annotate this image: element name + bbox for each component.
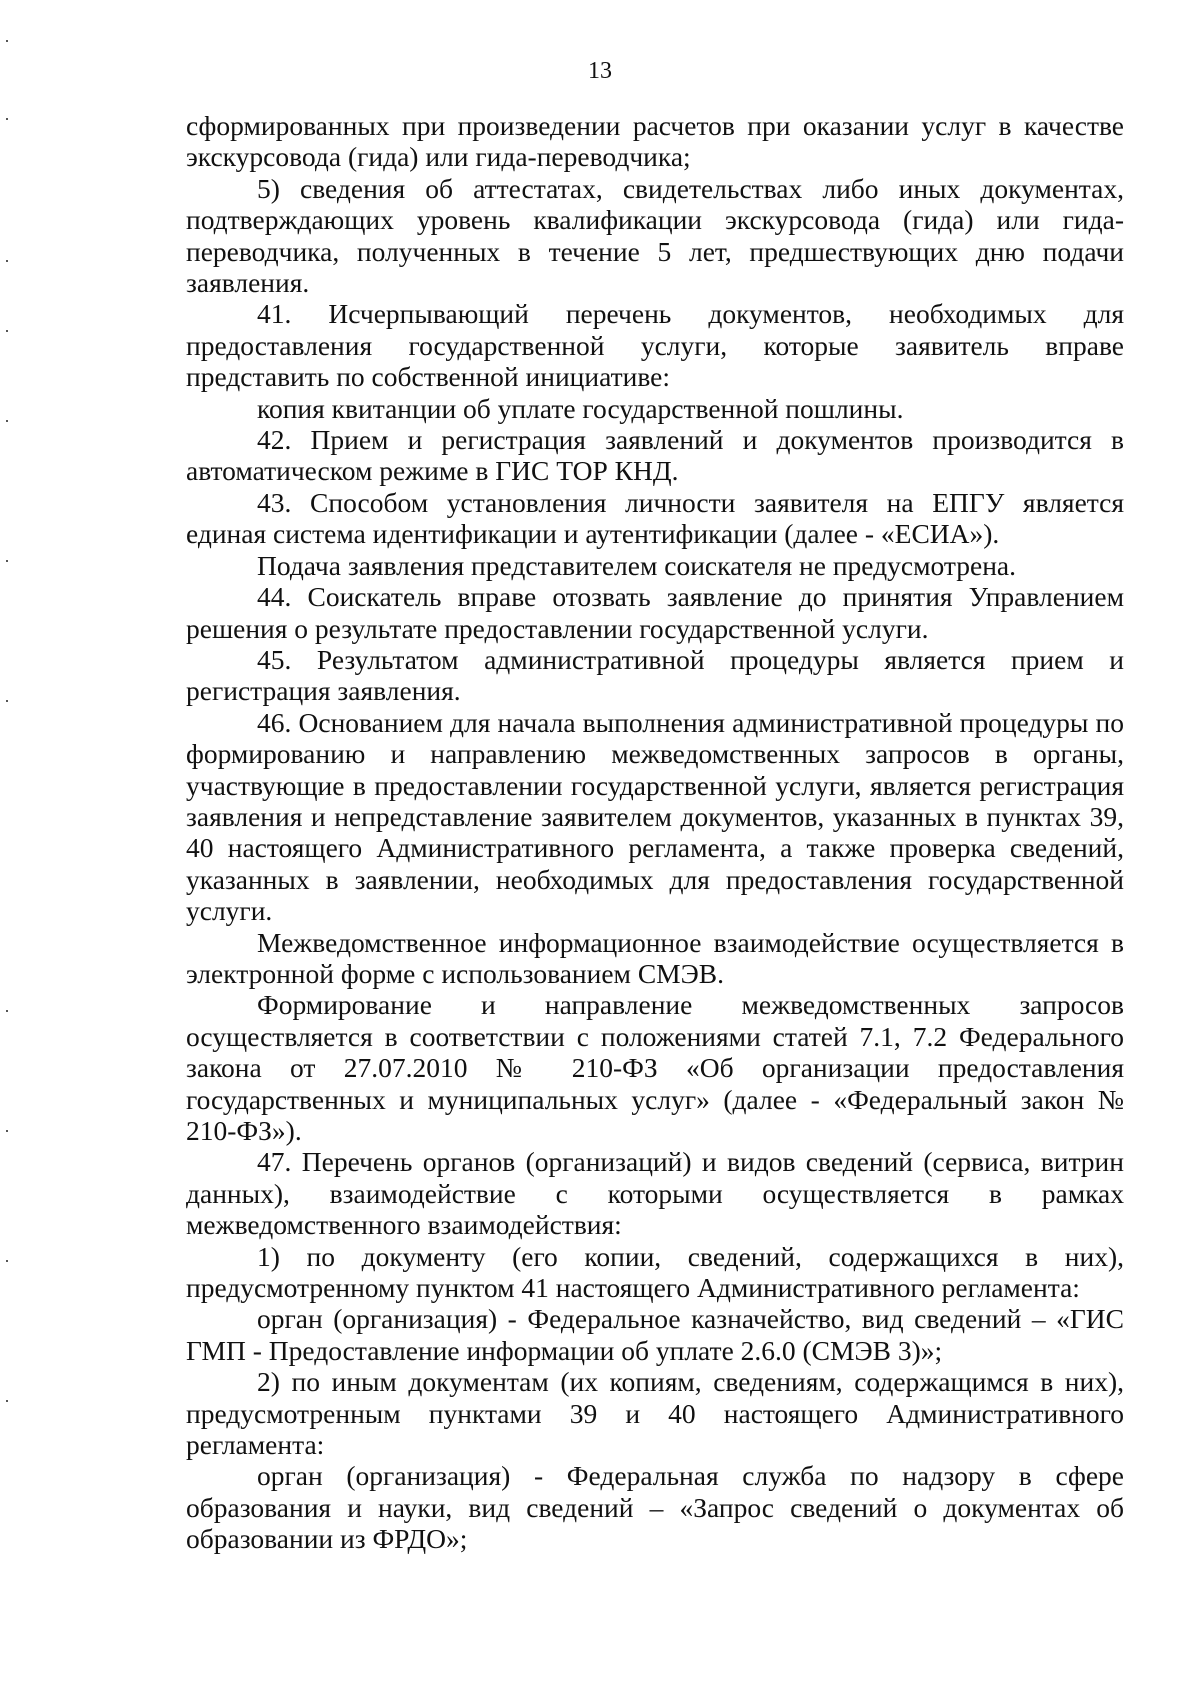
- paragraph: сформированных при произведении расчетов при оказании услуг в качестве экскурсовода (гида) или гида-переводчика;: [186, 110, 1124, 173]
- paragraph: 44. Соискатель вправе отозвать заявление до принятия Управлением решения о результате предоставлении государственной услуги.: [186, 581, 1124, 644]
- page-number: 13: [588, 58, 612, 84]
- paragraph: орган (организация) - Федеральное казначейство, вид сведений – «ГИС ГМП - Предоставление информации об уплате 2.6.0 (СМЭВ 3)»;: [186, 1303, 1124, 1366]
- paragraph: орган (организация) - Федеральная служба по надзору в сфере образования и науки, вид сведений – «Запрос сведений о документах об образовании из ФРДО»;: [186, 1460, 1124, 1555]
- paragraph: 41. Исчерпывающий перечень документов, необходимых для предоставления государственной услуги, которые заявитель вправе представить по собственной инициативе:: [186, 298, 1124, 393]
- paragraph: 1) по документу (его копии, сведений, содержащихся в них), предусмотренному пунктом 41 настоящего Административного регламента:: [186, 1240, 1124, 1304]
- paragraph: 47. Перечень органов (организаций) и видов сведений (сервиса, витрин данных), взаимодействие с которыми осуществляется в рамках межведомственного взаимодействия:: [186, 1146, 1124, 1241]
- scan-margin-marks: [0, 0, 20, 1683]
- paragraph: Межведомственное информационное взаимодействие осуществляется в электронной форме с использованием СМЭВ.: [186, 926, 1124, 989]
- paragraph: Формирование и направление межведомственных запросов осуществляется в соответствии с положениями статей 7.1, 7.2 Федерального закона от 27.07.2010 № 210-ФЗ «Об организации предоставления государственных и муниципальных услуг» (далее - «Федеральный закон № 210-ФЗ»).: [186, 989, 1124, 1146]
- paragraph: копия квитанции об уплате государственной пошлины.: [257, 392, 904, 424]
- paragraph: 2) по иным документам (их копиям, сведениям, содержащимся в них), предусмотренным пунктами 39 и 40 настоящего Административного регламента:: [186, 1366, 1124, 1461]
- paragraph: 42. Прием и регистрация заявлений и документов производится в автоматическом режиме в ГИС ТОР КНД.: [186, 424, 1124, 487]
- paragraph: 45. Результатом административной процедуры является прием и регистрация заявления.: [186, 643, 1124, 707]
- paragraph: Подача заявления представителем соискателя не предусмотрена.: [257, 549, 1016, 581]
- paragraph: 5) сведения об аттестатах, свидетельствах либо иных документах, подтверждающих уровень квалификации экскурсовода (гида) или гида-переводчика, полученных в течение 5 лет, предшествующих дню подачи заявления.: [186, 172, 1124, 299]
- paragraph: 43. Способом установления личности заявителя на ЕПГУ является единая система идентификации и аутентификации (далее - «ЕСИА»).: [186, 486, 1124, 550]
- document-body: [186, 110, 1124, 1555]
- paragraph: 46. Основанием для начала выполнения административной процедуры по формированию и направлению межведомственных запросов в органы, участвующие в предоставлении государственной услуги, является регистрация заявления и непредставление заявителем документов, указанных в пунктах 39, 40 настоящего Административного регламента, а также проверка сведений, указанных в заявлении, необходимых для предоставления государственной услуги.: [186, 706, 1124, 927]
